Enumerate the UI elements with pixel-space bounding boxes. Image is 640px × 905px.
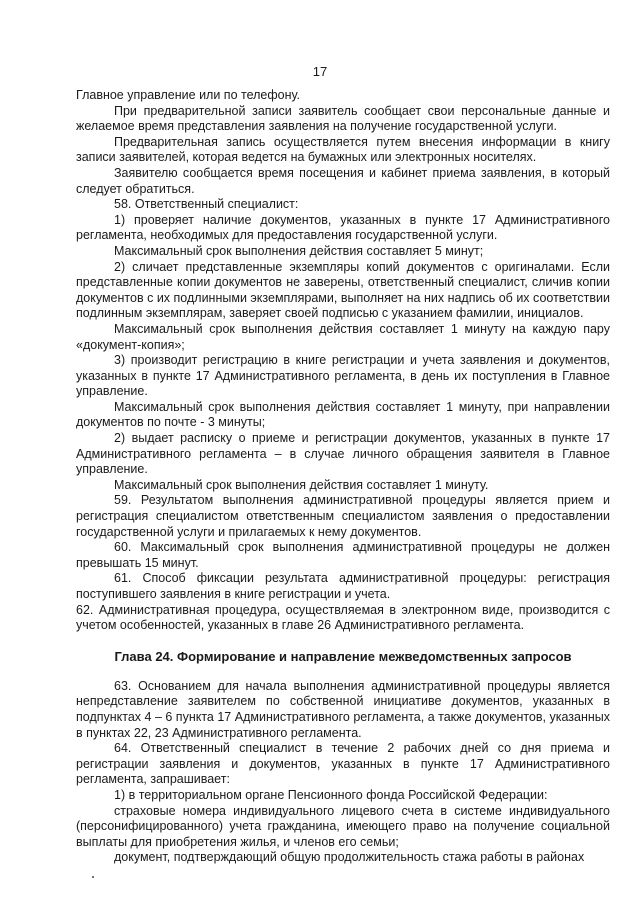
paragraph: 2) выдает расписку о приеме и регистрации документов, указанных в пункте 17 Административного регламента – в случае личного обращения заявителя в Главное управление. <box>76 431 610 477</box>
paragraph-continuation: Главное управление или по телефону. <box>76 88 300 102</box>
paragraph: Максимальный срок выполнения действия составляет 5 минут; <box>114 243 484 258</box>
page-number: 17 <box>312 64 328 79</box>
paragraph-item-62: 62. Административная процедура, осуществляемая в электронном виде, производится с учетом особенностей, указанных в главе 26 Административного регламента. <box>76 602 610 633</box>
paragraph-item-60: 60. Максимальный срок выполнения административной процедуры не должен превышать 15 минут. <box>76 540 610 570</box>
document-body <box>76 88 610 866</box>
chapter-heading: Глава 24. Формирование и направление межведомственных запросов <box>114 648 572 664</box>
paragraph: Максимальный срок выполнения действия составляет 1 минуту на каждую пару «документ-копия»; <box>76 321 610 352</box>
paragraph: страховые номера индивидуального лицевого счета в системе индивидуального (персонифицированного) учета гражданина, имеющего право на получение социальной выплаты для приобретения жилья, и членов его семьи; <box>76 803 610 849</box>
paragraph-item-63: 63. Основанием для начала выполнения административной процедуры является непредставление заявителем по собственной инициативе документов, указанных в подпунктах 4 – 6 пункта 17 Административного регламента, а также документов, указанных в пунктах 22, 23 Административного регламента. <box>76 678 610 740</box>
paragraph: Предварительная запись осуществляется путем внесения информации в книгу записи заявителей, которая ведется на бумажных или электронных носителях. <box>76 134 610 165</box>
paragraph: 1) в территориальном органе Пенсионного фонда Российской Федерации: <box>114 787 548 802</box>
paragraph: При предварительной записи заявитель сообщает свои персональные данные и желаемое время представления заявления на получение государственной услуги. <box>76 103 610 134</box>
paragraph: 2) сличает представленные экземпляры копий документов с оригиналами. Если представленные копии документов не заверены, ответственный специалист, сличив копии документов с их подлинными экземплярами, выполняет на них надпись об их соответствии подлинным экземплярам, заверяет своей подписью с указанием фамилии, инициалов. <box>76 259 610 321</box>
paragraph: Максимальный срок выполнения действия составляет 1 минуту. <box>114 477 489 492</box>
paragraph-item-58: 58. Ответственный специалист: <box>114 197 299 212</box>
paragraph-item-59: 59. Результатом выполнения административной процедуры является прием и регистрация специалистом ответственным специалистом заявления о предоставлении государственной услуги и прилагаемых к нему документов. <box>76 493 610 539</box>
paragraph: 3) производит регистрацию в книге регистрации и учета заявления и документов, указанных в пункте 17 Административного регламента, в день их поступления в Главное управление. <box>76 353 610 399</box>
scan-speck <box>92 876 94 878</box>
paragraph-cut-off: документ, подтверждающий общую продолжительность стажа работы в районах <box>114 850 585 865</box>
paragraph-item-61: 61. Способ фиксации результата административной процедуры: регистрация поступившего заявления в книге регистрации и учета. <box>76 571 610 601</box>
paragraph-item-64: 64. Ответственный специалист в течение 2 рабочих дней со дня приема и регистрации заявления и документов, указанных в пункте 17 Административного регламента, запрашивает: <box>76 741 610 787</box>
paragraph: Максимальный срок выполнения действия составляет 1 минуту, при направлении документов по почте - 3 минуты; <box>76 399 610 430</box>
paragraph: 1) проверяет наличие документов, указанных в пункте 17 Административного регламента, необходимых для предоставления государственной услуги. <box>76 212 610 243</box>
paragraph: Заявителю сообщается время посещения и кабинет приема заявления, в который следует обратиться. <box>76 165 610 196</box>
